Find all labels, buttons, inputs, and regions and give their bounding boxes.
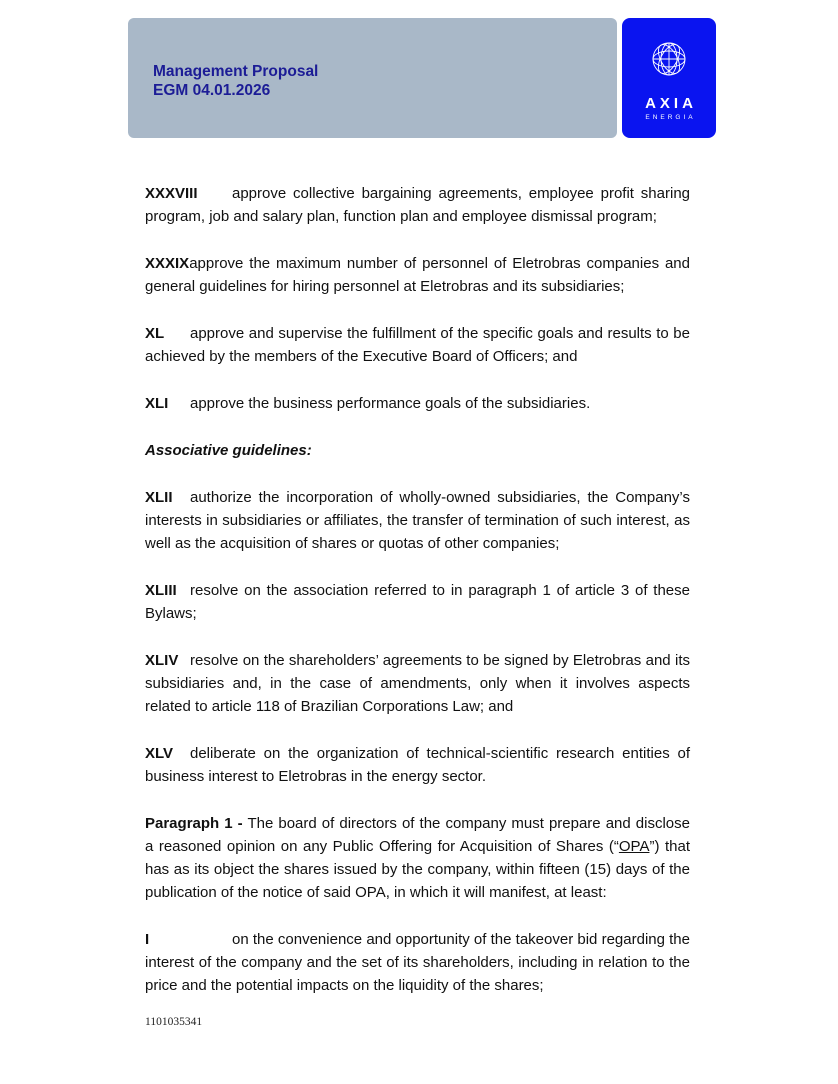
clause-xli (145, 392, 690, 415)
clause-label: XXXVIII (145, 185, 198, 202)
axia-logo (622, 18, 716, 138)
clause-xliii (145, 579, 690, 625)
document-body (145, 182, 690, 1021)
clause-text: approve and supervise the fulfillment of the specific goals and results to be achieved by the members of the Executive Board of Officers; and (145, 325, 690, 365)
axia-logo-text: AXIA (645, 94, 697, 112)
paragraph-1-text-before: The board of directors of the company must prepare and disclose a reasoned opinion on any Public Offering for Acquisition of Shares (“ (145, 815, 690, 855)
clause-xlv (145, 742, 690, 788)
paragraph-1-label: Paragraph 1 - (145, 815, 243, 832)
clause-xl (145, 322, 690, 368)
document-title-line2: EGM 04.01.2026 (153, 82, 271, 99)
section-heading: Associative guidelines: (145, 442, 312, 459)
clause-text: on the convenience and opportunity of the takeover bid regarding the interest of the company and the set of its shareholders, including in relation to the price and the potential impacts on the liquidity of the shares; (145, 931, 690, 994)
clause-text: resolve on the association referred to in paragraph 1 of article 3 of these Bylaws; (145, 582, 690, 622)
clause-text: approve collective bargaining agreements, employee profit sharing program, job and salary plan, function plan and employee dismissal program; (145, 185, 690, 225)
paragraph-1 (145, 812, 690, 904)
axia-sphere-icon (646, 36, 692, 87)
document-title (153, 62, 318, 100)
clause-label: XLIV (145, 652, 179, 669)
clause-text: approve the business performance goals of the subsidiaries. (190, 395, 591, 412)
clause-xlii (145, 486, 690, 555)
clause-label: XL (145, 325, 165, 342)
clause-label: I (145, 931, 150, 948)
clause-xliv (145, 649, 690, 718)
clause-i (145, 928, 690, 997)
clause-label: XLIII (145, 582, 177, 599)
clause-text: approve the maximum number of personnel of Eletrobras companies and general guidelines for hiring personnel at Eletrobras and its subsidiaries; (145, 255, 690, 295)
clause-text: resolve on the shareholders’ agreements to be signed by Eletrobras and its subsidiaries and, in the case of amendments, only when it involves aspects related to article 118 of Brazilian Corporations Law; and (145, 652, 690, 715)
clause-label: XLI (145, 395, 169, 412)
clause-text: deliberate on the organization of technical-scientific research entities of business interest to Eletrobras in the energy sector. (145, 745, 690, 785)
clause-label: XLV (145, 745, 174, 762)
paragraph-1-text-after: ”) that has as its object the shares issued by the company, within fifteen (15) days of the publication of the notice of said OPA, in which it will manifest, at least: (145, 838, 690, 901)
header-band (128, 18, 617, 138)
axia-logo-subtext: ENERGIA (645, 113, 696, 121)
clause-label: XLII (145, 489, 173, 506)
page-footer-number: 1101035341 (145, 1016, 203, 1028)
clause-xxxviii (145, 182, 690, 228)
clause-label: XXXIX (145, 255, 190, 272)
clause-text: authorize the incorporation of wholly-owned subsidiaries, the Company’s interests in subsidiaries or affiliates, the transfer of termination of such interest, as well as the acquisition of shares or quotas of other companies; (145, 489, 690, 552)
clause-xxxix (145, 252, 690, 298)
opa-underlined-term: OPA (618, 838, 650, 855)
document-title-line1: Management Proposal (153, 63, 319, 80)
